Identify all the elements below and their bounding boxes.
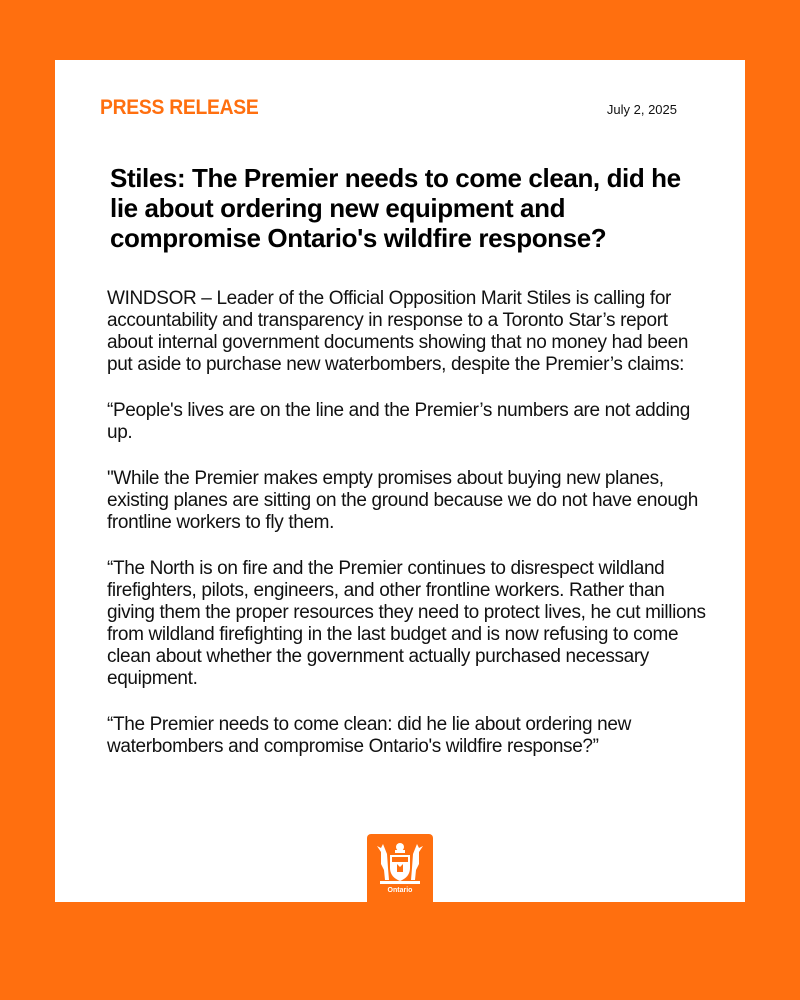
headline: Stiles: The Premier needs to come clean, did he lie about ordering new equipment and compromise Ontario's wildfire response? <box>110 163 681 253</box>
press-release-card <box>55 60 745 902</box>
paragraph: “The North is on fire and the Premier continues to disrespect wildland firefighters, pilots, engineers, and other frontline workers. Rather than giving them the proper resources they need to protect lives, he cut millions from wildland firefighting in the last budget and is now refusing to come clean about whether the government actually purchased necessary equipment. <box>107 558 706 689</box>
paragraph: “The Premier needs to come clean: did he lie about ordering new waterbombers and compromise Ontario's wildfire response?” <box>107 714 631 757</box>
press-release-label: PRESS RELEASE <box>100 96 259 119</box>
release-date: July 2, 2025 <box>606 102 677 117</box>
release-body <box>107 288 707 782</box>
paragraph: "While the Premier makes empty promises about buying new planes, existing planes are sitting on the ground because we do not have enough frontline workers to fly them. <box>107 468 698 533</box>
ontario-coat-of-arms-icon <box>367 834 433 902</box>
logo-wordmark: Ontario <box>387 887 413 894</box>
paragraph: “People's lives are on the line and the Premier’s numbers are not adding up. <box>107 400 690 443</box>
paragraph: WINDSOR – Leader of the Official Opposition Marit Stiles is calling for accountability and transparency in response to a Toronto Star’s report about internal government documents showing that no money had been put aside to purchase new waterbombers, despite the Premier’s claims: <box>107 288 689 375</box>
ontario-logo <box>367 834 433 902</box>
